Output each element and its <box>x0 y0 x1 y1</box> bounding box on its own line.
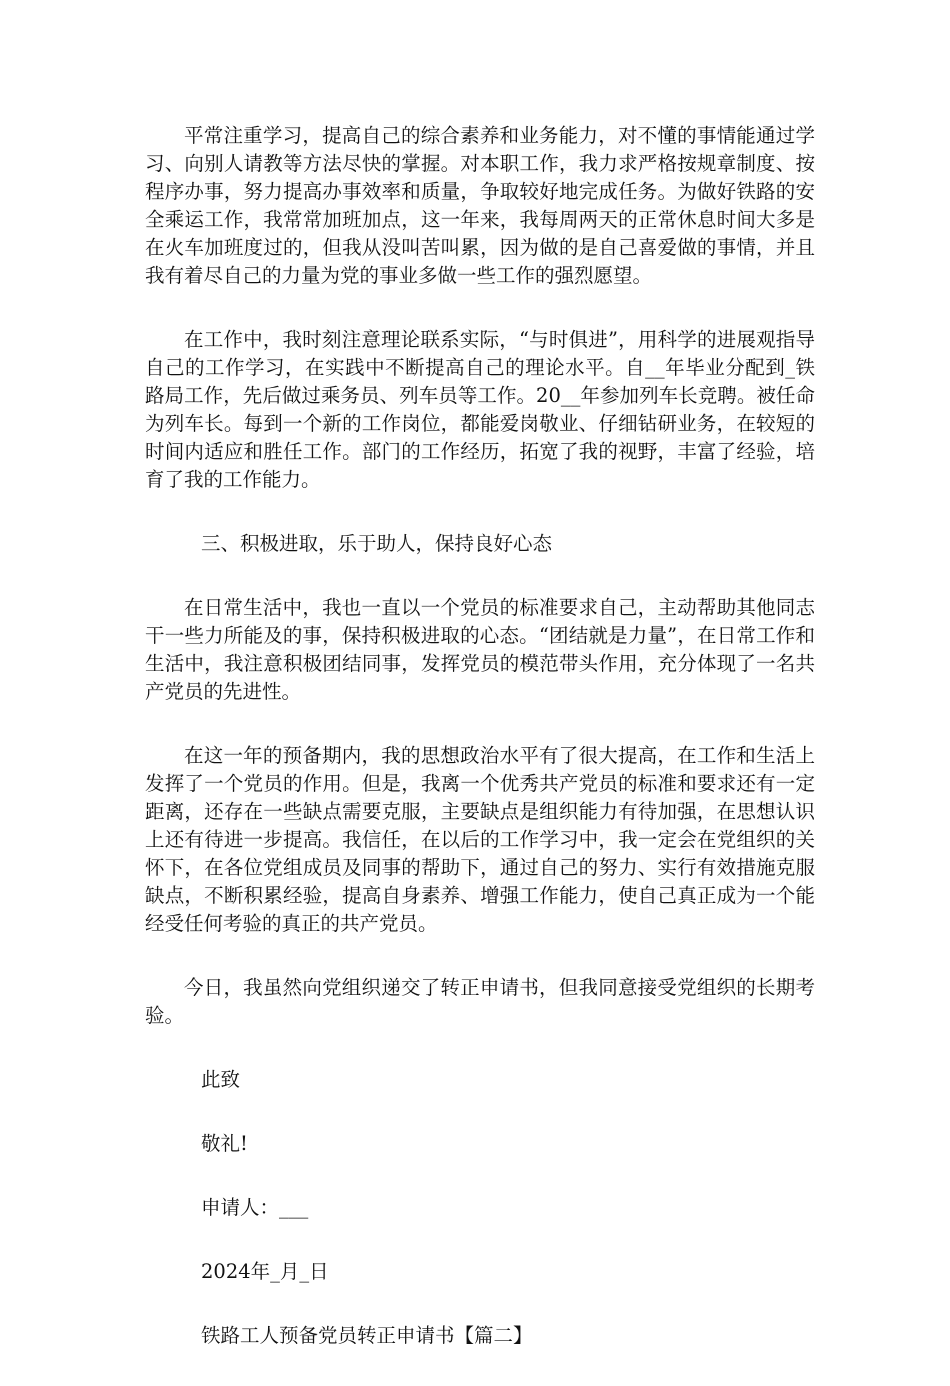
date-line: 2024年_月_日 <box>201 1260 329 1283</box>
applicant-line: 申请人：___ <box>201 1196 309 1219</box>
salute-line: 敬礼! <box>201 1132 248 1155</box>
next-section-title: 铁路工人预备党员转正申请书【篇二】 <box>201 1324 533 1347</box>
document-page <box>145 122 815 1386</box>
closing-line: 此致 <box>201 1068 241 1091</box>
body-paragraph: 今日，我虽然向党组织递交了转正申请书，但我同意接受党组织的长期考验。 <box>145 976 815 1027</box>
body-paragraph: 平常注重学习，提高自己的综合素养和业务能力，对不懂的事情能通过学习、向别人请教等方法尽快的掌握。对本职工作，我力求严格按规章制度、按程序办事，努力提高办事效率和质量，争取较好地完成任务。为做好铁路的安全乘运工作，我常常加班加点，这一年来，我每周两天的正常休息时间大多是在火车加班度过的，但我从没叫苦叫累，因为做的是自己喜爱做的事情，并且我有着尽自己的力量为党的事业多做一些工作的强烈愿望。 <box>145 124 815 287</box>
body-paragraph: 在日常生活中，我也一直以一个党员的标准要求自己，主动帮助其他同志干一些力所能及的事，保持积极进取的心态。“团结就是力量”，在日常工作和生活中，我注意积极团结同事，发挥党员的模范带头作用，充分体现了一名共产党员的先进性。 <box>145 596 815 703</box>
section-heading: 三、积极进取，乐于助人，保持良好心态 <box>201 532 553 555</box>
body-paragraph: 在这一年的预备期内，我的思想政治水平有了很大提高，在工作和生活上发挥了一个党员的作用。但是，我离一个优秀共产党员的标准和要求还有一定距离，还存在一些缺点需要克服，主要缺点是组织能力有待加强，在思想认识上还有待进一步提高。我信任，在以后的工作学习中，我一定会在党组织的关怀下，在各位党组成员及同事的帮助下，通过自己的努力、实行有效措施克服缺点，不断积累经验，提高自身素养、增强工作能力，使自己真正成为一个能经受任何考验的真正的共产党员。 <box>145 744 815 935</box>
body-paragraph: 在工作中，我时刻注意理论联系实际，“与时俱进”，用科学的进展观指导自己的工作学习，在实践中不断提高自己的理论水平。自__年毕业分配到_铁路局工作，先后做过乘务员、列车员等工作。20__年参加列车长竞聘。被任命为列车长。每到一个新的工作岗位，都能爱岗敬业、仔细钻研业务，在较短的时间内适应和胜任工作。部门的工作经历，拓宽了我的视野，丰富了经验，培育了我的工作能力。 <box>145 328 815 491</box>
